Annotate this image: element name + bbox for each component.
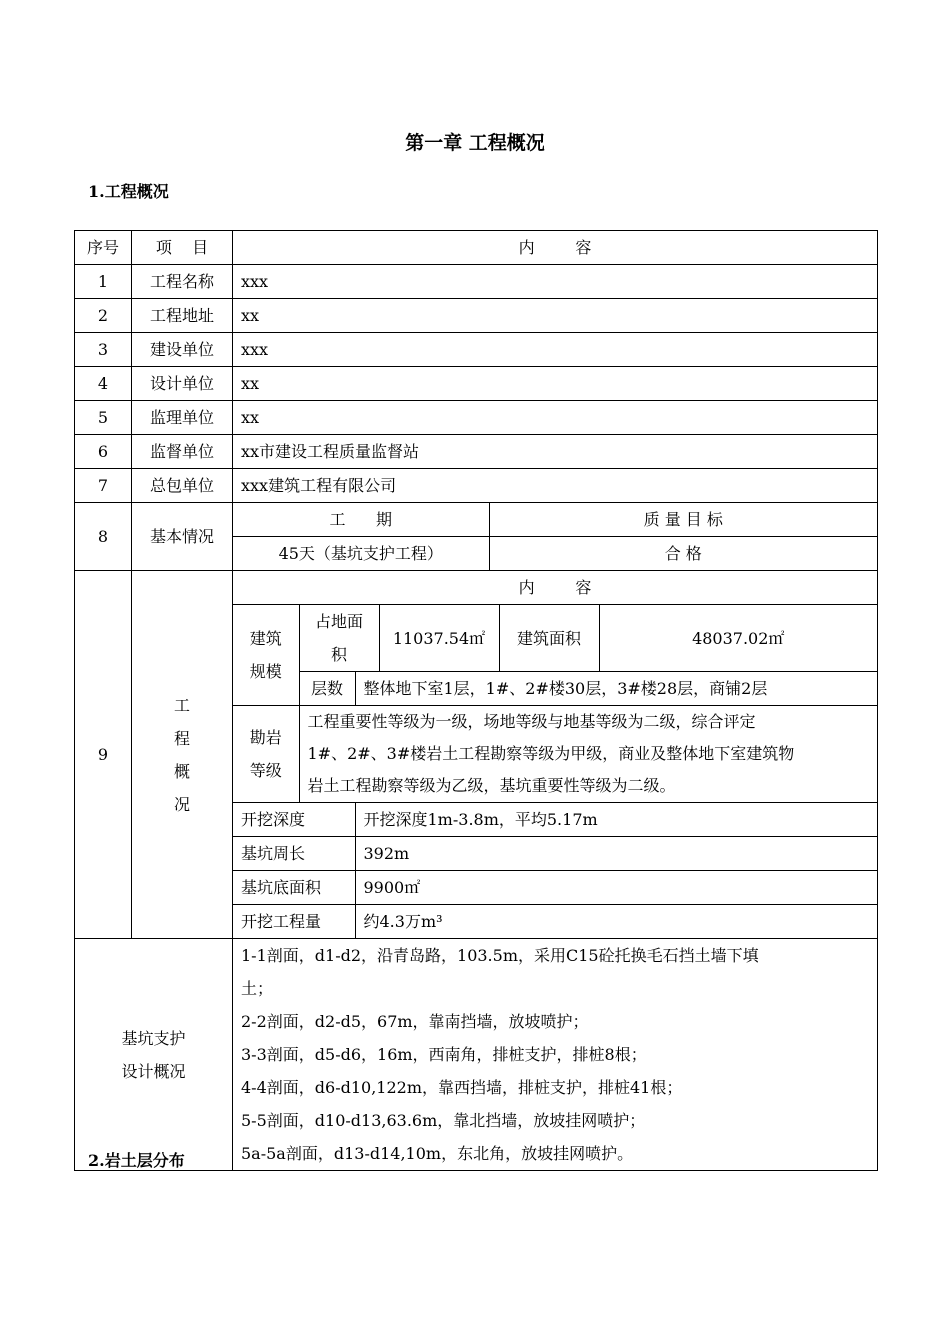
building-scale-label-line: 建筑 xyxy=(249,629,282,648)
building-scale-label-line: 规模 xyxy=(249,662,282,681)
row-content: xxx xyxy=(233,265,878,299)
section-heading-overview: 1.工程概况 xyxy=(88,182,169,201)
row-no: 6 xyxy=(75,435,132,469)
pit-bottom-area-value: 9900㎡ xyxy=(355,871,877,905)
support-design-content xyxy=(233,939,878,1171)
support-line: 4-4剖面，d6-d10,122m，靠西挡墙，排桩支护，排桩41根； xyxy=(241,1078,683,1097)
row-item: 监督单位 xyxy=(132,435,233,469)
header-content: 内 容 xyxy=(233,231,878,265)
excavation-volume-value: 约4.3万m³ xyxy=(355,905,877,939)
support-line: 1-1剖面，d1-d2，沿青岛路，103.5m，采用C15砼托换毛石挡土墙下填 xyxy=(241,946,759,965)
row-no: 9 xyxy=(75,571,132,939)
row-item: 总包单位 xyxy=(132,469,233,503)
floors-value: 整体地下室1层，1#、2#楼30层，3#楼28层，商铺2层 xyxy=(355,672,877,706)
header-no: 序号 xyxy=(75,231,132,265)
row-content: xxx xyxy=(233,333,878,367)
excavation-volume-label: 开挖工程量 xyxy=(233,905,355,939)
vertical-char: 程 xyxy=(173,728,190,748)
land-area-label: 占地面积 xyxy=(299,605,379,672)
row-item-vertical xyxy=(132,571,233,939)
row-content: xx xyxy=(233,299,878,333)
table-row xyxy=(75,299,878,333)
table-row xyxy=(75,367,878,401)
row-no: 4 xyxy=(75,367,132,401)
excavation-depth-label: 开挖深度 xyxy=(233,803,355,837)
row-item: 设计单位 xyxy=(132,367,233,401)
survey-line: 1#、2#、3#楼岩土工程勘察等级为甲级，商业及整体地下室建筑物 xyxy=(307,744,795,763)
detail-content-header: 内 容 xyxy=(233,571,877,605)
row-content: xx市建设工程质量监督站 xyxy=(233,435,878,469)
survey-grade-text xyxy=(299,706,877,803)
support-line: 3-3剖面，d5-d6，16m，西南角，排桩支护，排桩8根； xyxy=(241,1045,647,1064)
row-item: 基本情况 xyxy=(132,503,233,571)
row-content: xx xyxy=(233,367,878,401)
row-no: 1 xyxy=(75,265,132,299)
building-area-label: 建筑面积 xyxy=(499,605,599,672)
row-no: 5 xyxy=(75,401,132,435)
chapter-title: 第一章 工程概况 xyxy=(405,132,545,154)
row-content: xxx建筑工程有限公司 xyxy=(233,469,878,503)
support-design-label-line: 设计概况 xyxy=(121,1061,186,1081)
header-item: 项 目 xyxy=(132,231,233,265)
excavation-depth-value: 开挖深度1m-3.8m，平均5.17m xyxy=(355,803,877,837)
support-line: 5-5剖面，d10-d13,63.6m，靠北挡墙，放坡挂网喷护； xyxy=(241,1111,646,1130)
table-row-support-design xyxy=(75,939,878,1171)
period-label: 工 期 xyxy=(233,503,489,537)
survey-grade-label xyxy=(233,706,299,803)
floors-label: 层数 xyxy=(299,672,355,706)
table-header-row xyxy=(75,231,878,265)
quality-value: 合 格 xyxy=(489,537,877,571)
table-row-project-overview xyxy=(75,571,878,939)
row-no: 8 xyxy=(75,503,132,571)
building-scale-label xyxy=(233,605,299,706)
support-line: 2-2剖面，d2-d5，67m，靠南挡墙，放坡喷护； xyxy=(241,1012,589,1031)
overview-detail-cell xyxy=(233,571,878,939)
survey-line: 岩土工程勘察等级为乙级，基坑重要性等级为二级。 xyxy=(307,776,676,795)
table-row xyxy=(75,333,878,367)
row-no: 2 xyxy=(75,299,132,333)
table-row xyxy=(75,469,878,503)
row-item: 监理单位 xyxy=(132,401,233,435)
vertical-char: 况 xyxy=(173,794,190,814)
survey-line: 工程重要性等级为一级，场地等级与地基等级为二级，综合评定 xyxy=(307,712,756,731)
quality-label: 质 量 目 标 xyxy=(489,503,877,537)
survey-grade-label-line: 勘岩 xyxy=(249,728,282,747)
building-area-value: 48037.02㎡ xyxy=(599,605,877,672)
table-row xyxy=(75,265,878,299)
row-item: 工程名称 xyxy=(132,265,233,299)
pit-bottom-area-label: 基坑底面积 xyxy=(233,871,355,905)
pit-perimeter-value: 392m xyxy=(355,837,877,871)
vertical-char: 工 xyxy=(173,695,190,715)
row-item: 建设单位 xyxy=(132,333,233,367)
table-row xyxy=(75,435,878,469)
period-value: 45天（基坑支护工程） xyxy=(233,537,489,571)
land-area-value: 11037.54㎡ xyxy=(379,605,499,672)
row-content: xx xyxy=(233,401,878,435)
survey-grade-label-line: 等级 xyxy=(249,761,282,780)
row-no: 3 xyxy=(75,333,132,367)
pit-perimeter-label: 基坑周长 xyxy=(233,837,355,871)
support-line: 5a-5a剖面，d13-d14,10m，东北角，放坡挂网喷护。 xyxy=(241,1144,634,1163)
project-overview-table xyxy=(74,230,878,1171)
support-design-label xyxy=(75,939,233,1171)
section-heading-soil-layers: 2.岩土层分布 xyxy=(88,1151,185,1170)
row-item: 工程地址 xyxy=(132,299,233,333)
basic-info-cell xyxy=(233,503,878,571)
vertical-char: 概 xyxy=(173,761,190,781)
row-no: 7 xyxy=(75,469,132,503)
table-row-basic-info xyxy=(75,503,878,571)
support-line: 土； xyxy=(241,979,274,998)
table-row xyxy=(75,401,878,435)
support-design-label-line: 基坑支护 xyxy=(121,1028,186,1048)
